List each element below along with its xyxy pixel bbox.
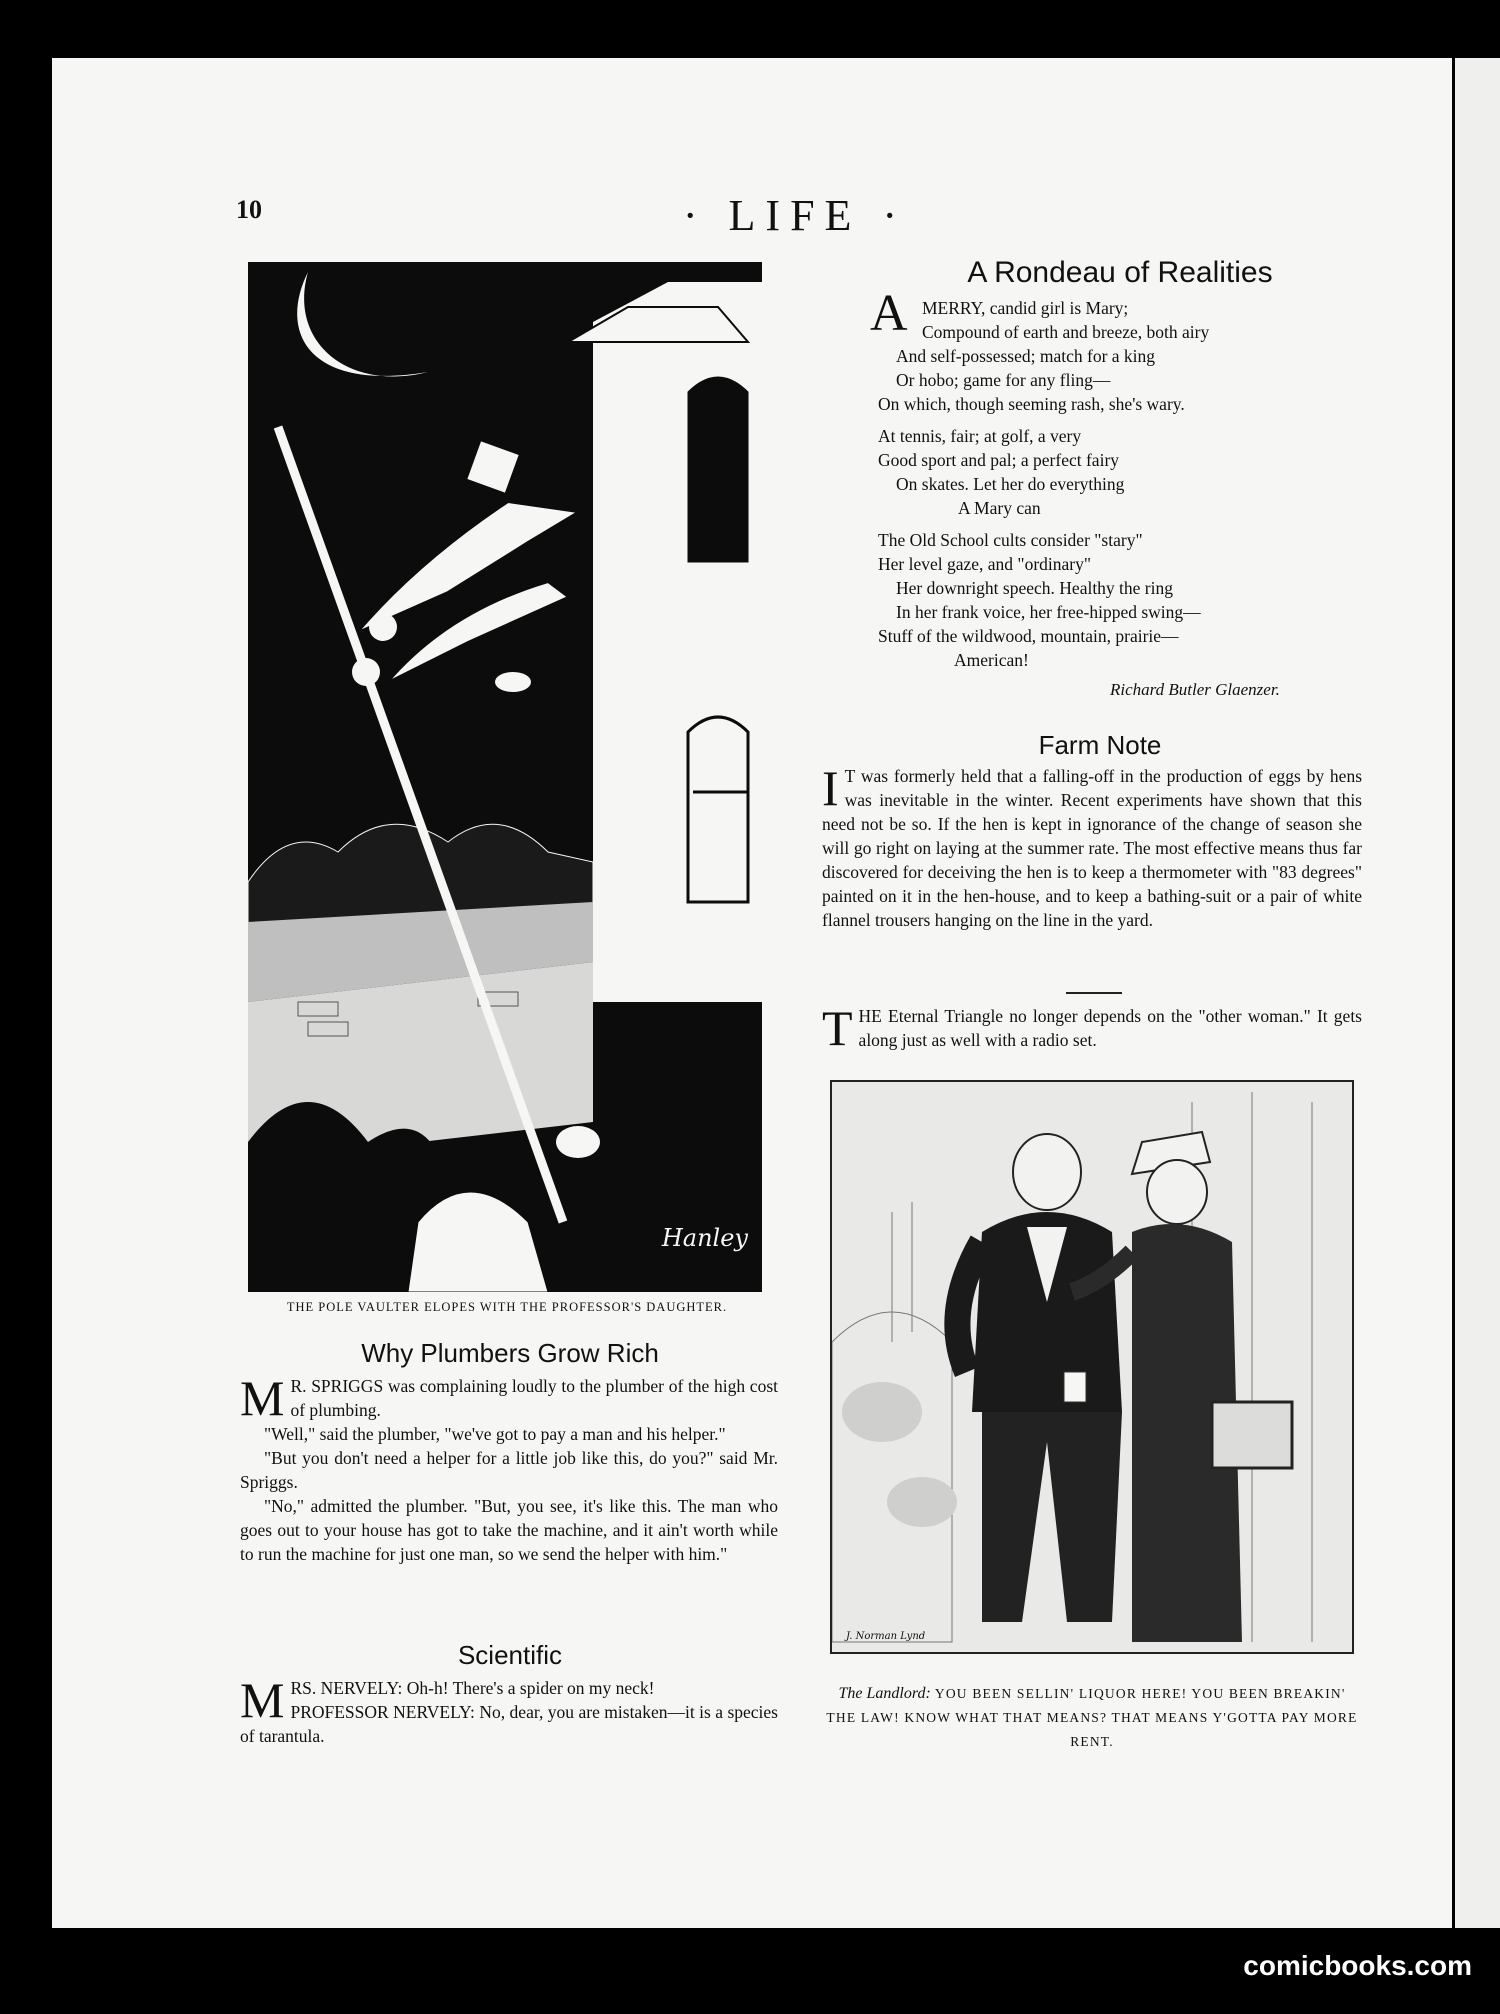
rondeau-title: A Rondeau of Realities <box>967 256 1273 289</box>
masthead: · LIFE · <box>682 191 908 240</box>
divider-rule <box>1066 992 1122 994</box>
plumbers-body: M R. SPRIGGS was complaining loudly to the plumber of the high cost of plumbing. "Well," said the plumber, "we've got to pay a man and his helper." "But you don't need a helper for a little job like this, do you?" said Mr. Spriggs. "No," admitted the plumber. "But, you see, it's like this. The man who goes out to your house has got to take the machine, and it ain't worth while to run the machine for just one man, so we send the helper with him." <box>240 1370 778 1564</box>
cartoonist-signature: Hanley <box>661 1224 748 1252</box>
page-number: 10 <box>236 195 262 224</box>
plumbers-title: Why Plumbers Grow Rich <box>361 1338 659 1368</box>
farm-note-body: I T was formerly held that a falling-off in the production of eggs by hens was inevitable in the winter. Recent experiments have shown that this need not be so. If the hen is kept in ignorance of the change of season she will go right on laying at the summer rate. The most effective means thus far discovered for deceiving the hen is to keep a thermometer with "83 degrees" painted on it in the hen-house, and to keep a bathing-suit or a pair of white flannel trousers hanging on the line in the yard. <box>822 760 1362 930</box>
next-page-edge <box>1455 58 1500 1928</box>
landlord-signature: J. Norman Lynd <box>846 1631 926 1642</box>
pole-vault-caption: THE POLE VAULTER ELOPES WITH THE PROFESSOR'S DAUGHTER. <box>286 1300 728 1314</box>
landlord-cartoon <box>830 1080 1354 1654</box>
pole-vault-illustration <box>248 262 762 1292</box>
rondeau-verse: MERRY, candid girl is Mary; Compound of earth and breeze, both airy And self-possessed; match for a king Or hobo; game for any fling— On which, though seeming rash, she's wary. At tennis, fair; at golf, a very Good sport and pal; a perfect fairy On skates. Let her do everything A Mary can The Old School cults consider "stary" Her level gaze, and "ordinary" Her downright speech. Healthy the ring In her frank voice, her free-hipped swing— Stuff of the wildwood, mountain, prairie— American! <box>878 298 1210 670</box>
rondeau-author: Richard Butler Glaenzer. <box>1110 680 1280 699</box>
landlord-caption-text: YOU BEEN SELLIN' LIQUOR HERE! YOU BEEN BREAKIN' THE LAW! KNOW WHAT THAT MEANS? THAT MEANS Y'GOTTA PAY MORE RENT. <box>826 1686 1358 1749</box>
dropcap: M <box>240 1370 285 1426</box>
landlord-caption <box>822 1682 1362 1754</box>
landlord-illustration <box>832 1082 1352 1652</box>
rondeau-dropcap: A <box>870 285 908 342</box>
farm-note-title: Farm Note <box>1038 730 1162 760</box>
landlord-speaker: The Landlord: <box>838 1685 931 1702</box>
scientific-title: Scientific <box>457 1640 563 1670</box>
pole-vault-cartoon <box>248 262 762 1292</box>
dropcap: T <box>822 1000 853 1056</box>
dropcap: M <box>240 1672 285 1728</box>
dropcap: I <box>822 760 839 816</box>
triangle-body: THE Eternal Triangle no longer depends on the "other woman." It gets along just as well with a radio set. <box>822 1000 1362 1056</box>
scientific-body: MRS. NERVELY: Oh-h! There's a spider on my neck! PROFESSOR NERVELY: No, dear, you are mistaken—it is a species of tarantula. <box>240 1672 778 1746</box>
watermark: comicbooks.com <box>1243 1950 1472 1981</box>
